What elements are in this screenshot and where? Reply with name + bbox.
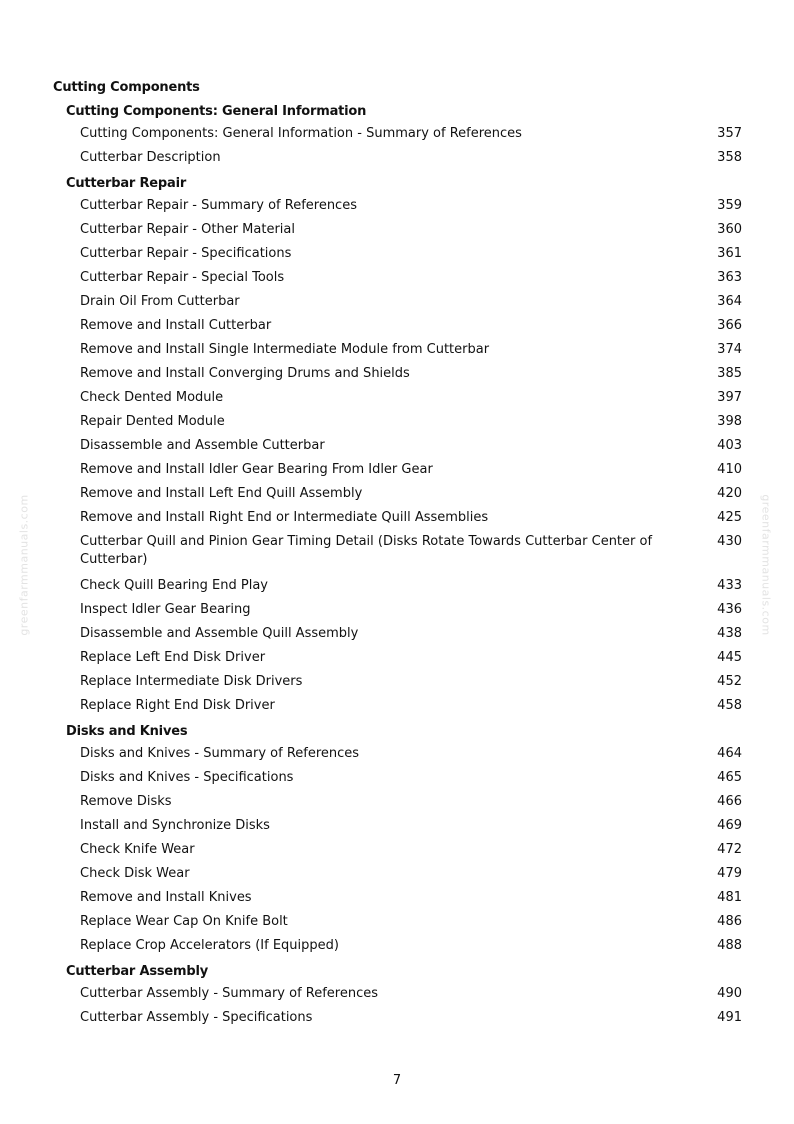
toc-entry[interactable] (0, 577, 794, 601)
toc-entry-page: 464 (717, 746, 742, 761)
toc-section-heading: Cutting Components (53, 80, 200, 95)
toc-entry-page: 374 (717, 342, 742, 357)
toc-entry[interactable] (0, 461, 794, 485)
toc-entry-page: 397 (717, 390, 742, 405)
toc-entry-title: Replace Crop Accelerators (If Equipped) (80, 938, 339, 953)
toc-entry[interactable] (0, 913, 794, 937)
toc-entry-title: Cutterbar Assembly - Summary of References (80, 986, 379, 1001)
toc-entry-title: Repair Dented Module (80, 414, 225, 429)
toc-entry[interactable] (0, 817, 794, 841)
toc-entry-page: 420 (717, 486, 742, 501)
toc-entry[interactable] (0, 601, 794, 625)
toc-entry[interactable] (0, 485, 794, 509)
toc-entry[interactable] (0, 793, 794, 817)
toc-entry-page: 398 (717, 414, 742, 429)
toc-group-heading: Cutterbar Repair (66, 176, 187, 191)
toc-entry-title: Check Knife Wear (80, 842, 195, 857)
toc-entry-title: Cutting Components: General Information - Summary of References (80, 126, 522, 141)
toc-entry-page: 438 (717, 626, 742, 641)
toc-entry[interactable] (0, 841, 794, 865)
toc-entry[interactable] (0, 197, 794, 221)
toc-entry[interactable] (0, 697, 794, 721)
toc-entry-title: Install and Synchronize Disks (80, 818, 270, 833)
toc-entry[interactable] (0, 269, 794, 293)
toc-entry-page: 433 (717, 578, 742, 593)
toc-entry-page: 436 (717, 602, 742, 617)
toc-entry[interactable] (0, 865, 794, 889)
toc-entry[interactable] (0, 341, 794, 365)
toc-entry-page: 490 (717, 986, 742, 1001)
toc-entry-page: 466 (717, 794, 742, 809)
toc-entry-page: 469 (717, 818, 742, 833)
toc-entry-title: Cutterbar Assembly - Specifications (80, 1010, 313, 1025)
toc-entry-page: 360 (717, 222, 742, 237)
toc-entry[interactable] (0, 937, 794, 961)
toc-entry[interactable] (0, 293, 794, 317)
toc-entry-page: 488 (717, 938, 742, 953)
toc-entry-page: 363 (717, 270, 742, 285)
toc-entry[interactable] (0, 625, 794, 649)
toc-entry-page: 452 (717, 674, 742, 689)
toc-entry-title: Check Dented Module (80, 390, 224, 405)
toc-entry-page: 366 (717, 318, 742, 333)
watermark-left: greenfarmmanuals.com (17, 494, 31, 636)
toc-entry-page: 472 (717, 842, 742, 857)
toc-entry-title: Cutterbar Repair - Special Tools (80, 270, 285, 285)
toc-entry[interactable] (0, 673, 794, 697)
toc-entry-title: Disassemble and Assemble Quill Assembly (80, 626, 359, 641)
toc-group-heading: Cutting Components: General Information (66, 104, 367, 119)
toc-entry-page: 364 (717, 294, 742, 309)
toc-entry-title: Inspect Idler Gear Bearing (80, 602, 251, 617)
toc-entry-title: Disks and Knives - Specifications (80, 770, 294, 785)
toc-entry-page: 481 (717, 890, 742, 905)
toc-entry-title: Remove and Install Left End Quill Assembly (80, 486, 363, 501)
toc-entry-page: 465 (717, 770, 742, 785)
toc-entry-title: Remove and Install Idler Gear Bearing From Idler Gear (80, 462, 433, 477)
toc-entry-page: 357 (717, 126, 742, 141)
toc-entry-title: Disks and Knives - Summary of References (80, 746, 360, 761)
toc-entry-title: Disassemble and Assemble Cutterbar (80, 438, 325, 453)
toc-entry[interactable] (0, 985, 794, 1009)
toc-entry-page: 491 (717, 1010, 742, 1025)
toc-entry[interactable] (0, 769, 794, 793)
toc-entry[interactable] (0, 1009, 794, 1033)
toc-entry-title: Cutterbar Repair - Other Material (80, 222, 295, 237)
toc-entry[interactable] (0, 125, 794, 149)
toc-entry[interactable] (0, 889, 794, 913)
toc-entry-title: Drain Oil From Cutterbar (80, 294, 240, 309)
toc-entry[interactable] (0, 413, 794, 437)
page-number: 7 (392, 1073, 402, 1088)
toc-group-heading: Cutterbar Assembly (66, 964, 209, 979)
toc-entry-title: Remove and Install Right End or Intermediate Quill Assemblies (80, 510, 489, 525)
toc-entry-title: Remove Disks (80, 794, 172, 809)
toc-group-heading: Disks and Knives (66, 724, 188, 739)
watermark-right: greenfarmmanuals.com (759, 494, 773, 636)
toc-entry-page: 486 (717, 914, 742, 929)
toc-entry-title: Remove and Install Knives (80, 890, 252, 905)
toc-entry[interactable] (0, 317, 794, 341)
toc-entry-title: Replace Intermediate Disk Drivers (80, 674, 303, 689)
toc-entry[interactable] (0, 745, 794, 769)
toc-entry-page: 430 (717, 534, 742, 549)
toc-entry-title: Remove and Install Converging Drums and Shields (80, 366, 410, 381)
toc-entry-page: 359 (717, 198, 742, 213)
toc-entry-title: Cutterbar Description (80, 150, 221, 165)
toc-entry-title: Cutterbar Repair - Specifications (80, 246, 292, 261)
toc-entry-page: 425 (717, 510, 742, 525)
toc-entry-page: 385 (717, 366, 742, 381)
toc-entry-page: 458 (717, 698, 742, 713)
toc-entry-page: 358 (717, 150, 742, 165)
toc-entry-page: 361 (717, 246, 742, 261)
toc-entry-title: Replace Right End Disk Driver (80, 698, 275, 713)
toc-entry[interactable] (0, 365, 794, 389)
toc-entry-page: 410 (717, 462, 742, 477)
toc-entry-title: Replace Left End Disk Driver (80, 650, 266, 665)
toc-entry-title: Cutterbar Quill and Pinion Gear Timing Detail (Disks Rotate Towards Cutterbar Center of Cutterbar) (80, 534, 653, 567)
toc-entry-title: Remove and Install Single Intermediate Module from Cutterbar (80, 342, 490, 357)
toc-entry-title: Remove and Install Cutterbar (80, 318, 272, 333)
toc-entry[interactable] (0, 533, 794, 577)
toc-entry[interactable] (0, 509, 794, 533)
toc-entry[interactable] (0, 245, 794, 269)
toc-entry-title: Check Disk Wear (80, 866, 190, 881)
toc-entry-page: 479 (717, 866, 742, 881)
toc-entry-title: Replace Wear Cap On Knife Bolt (80, 914, 288, 929)
toc-entry[interactable] (0, 149, 794, 173)
toc-entry[interactable] (0, 649, 794, 673)
toc-entry-title: Check Quill Bearing End Play (80, 578, 268, 593)
toc-entry-title: Cutterbar Repair - Summary of References (80, 198, 357, 213)
toc-entry[interactable] (0, 221, 794, 245)
toc-entry-page: 403 (717, 438, 742, 453)
toc-entry[interactable] (0, 437, 794, 461)
toc-entry[interactable] (0, 389, 794, 413)
table-of-contents (0, 77, 794, 1033)
toc-entry-page: 445 (717, 650, 742, 665)
